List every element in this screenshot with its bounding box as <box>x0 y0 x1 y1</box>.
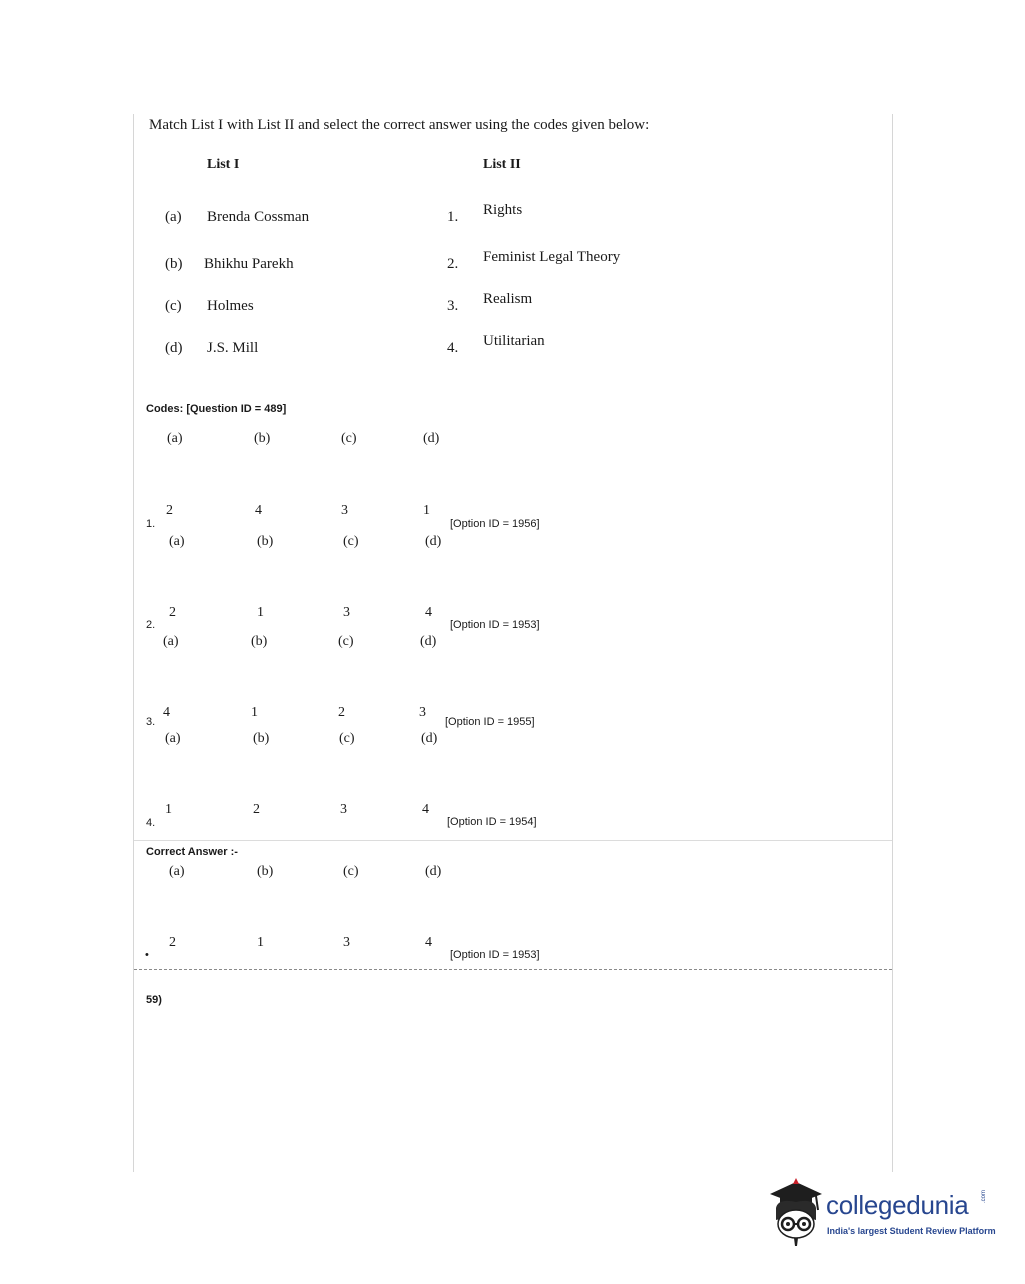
option-2-next-header-a: (a) <box>163 634 179 649</box>
option-3-id: [Option ID = 1955] <box>445 716 535 728</box>
option-4-value-c: 3 <box>340 802 347 817</box>
option-1-next-header-d: (d) <box>425 534 442 549</box>
list2-item-1: Rights <box>483 202 523 218</box>
option-3-number: 3. <box>146 716 156 728</box>
list2-num-3: 3. <box>447 298 459 314</box>
option-4-id: [Option ID = 1954] <box>447 816 537 828</box>
list1-item-d: J.S. Mill <box>207 340 259 356</box>
brand-domain-suffix: .com <box>981 1189 987 1203</box>
correct-header-a: (a) <box>169 864 185 879</box>
code-header-a: (a) <box>167 431 183 446</box>
option-1-number: 1. <box>146 518 156 530</box>
code-header-d: (d) <box>423 431 440 446</box>
codes-label: Codes: [Question ID = 489] <box>146 403 287 415</box>
option-4-number: 4. <box>146 817 156 829</box>
option-3-next-header-b: (b) <box>253 731 270 746</box>
option-2-value-d: 4 <box>425 605 432 620</box>
option-2-value-c: 3 <box>343 605 350 620</box>
option-1-value-d: 1 <box>423 503 430 518</box>
option-2-next-header-d: (d) <box>420 634 437 649</box>
option-2-value-b: 1 <box>257 605 264 620</box>
list2-item-3: Realism <box>483 291 533 307</box>
list1-label-a: (a) <box>165 209 182 225</box>
list1-item-a: Brenda Cossman <box>207 209 310 225</box>
correct-answer-id: [Option ID = 1953] <box>450 949 540 961</box>
list1-label-c: (c) <box>165 298 182 314</box>
list2-header: List II <box>483 157 521 172</box>
mascot-logo-icon <box>766 1176 828 1248</box>
option-2-next-header-b: (b) <box>251 634 268 649</box>
next-question-number: 59) <box>146 994 162 1006</box>
option-1-value-a: 2 <box>166 503 173 518</box>
correct-value-b: 1 <box>257 935 264 950</box>
list2-num-1: 1. <box>447 209 459 225</box>
list1-header: List I <box>207 157 240 172</box>
list1-label-d: (d) <box>165 340 183 356</box>
option-2-next-header-c: (c) <box>338 634 354 649</box>
correct-header-c: (c) <box>343 864 359 879</box>
option-3-value-c: 2 <box>338 705 345 720</box>
code-header-b: (b) <box>254 431 271 446</box>
option-1-next-header-b: (b) <box>257 534 274 549</box>
question-instruction: Match List I with List II and select the correct answer using the codes given below: <box>149 117 650 133</box>
code-header-c: (c) <box>341 431 357 446</box>
correct-value-d: 4 <box>425 935 432 950</box>
option-2-id: [Option ID = 1953] <box>450 619 540 631</box>
option-1-value-b: 4 <box>255 503 262 518</box>
list2-item-2: Feminist Legal Theory <box>483 249 621 265</box>
list2-num-4: 4. <box>447 340 459 356</box>
correct-answer-label: Correct Answer :- <box>146 846 238 858</box>
option-3-next-header-a: (a) <box>165 731 181 746</box>
option-1-next-header-a: (a) <box>169 534 185 549</box>
brand-logo-text: collegedunia <box>826 1190 969 1220</box>
option-1-next-header-c: (c) <box>343 534 359 549</box>
list2-num-2: 2. <box>447 256 459 272</box>
correct-header-b: (b) <box>257 864 274 879</box>
option-3-value-a: 4 <box>163 705 170 720</box>
list1-label-b: (b) <box>165 256 183 272</box>
list1-item-c: Holmes <box>207 298 254 314</box>
page-border-right <box>892 114 893 1172</box>
page-border-left <box>133 114 134 1172</box>
correct-value-c: 3 <box>343 935 350 950</box>
brand-tagline: India's largest Student Review Platform <box>827 1226 996 1236</box>
option-2-value-a: 2 <box>169 605 176 620</box>
option-3-value-b: 1 <box>251 705 258 720</box>
section-divider <box>134 840 892 841</box>
option-4-value-a: 1 <box>165 802 172 817</box>
question-separator <box>134 969 892 970</box>
option-1-value-c: 3 <box>341 503 348 518</box>
option-3-next-header-d: (d) <box>421 731 438 746</box>
option-2-number: 2. <box>146 619 156 631</box>
option-3-value-d: 3 <box>419 705 426 720</box>
option-4-value-d: 4 <box>422 802 429 817</box>
correct-value-a: 2 <box>169 935 176 950</box>
list2-item-4: Utilitarian <box>483 333 545 349</box>
option-4-value-b: 2 <box>253 802 260 817</box>
list1-item-b: Bhikhu Parekh <box>204 256 294 272</box>
correct-answer-bullet: • <box>145 949 149 961</box>
correct-header-d: (d) <box>425 864 442 879</box>
option-3-next-header-c: (c) <box>339 731 355 746</box>
option-1-id: [Option ID = 1956] <box>450 518 540 530</box>
